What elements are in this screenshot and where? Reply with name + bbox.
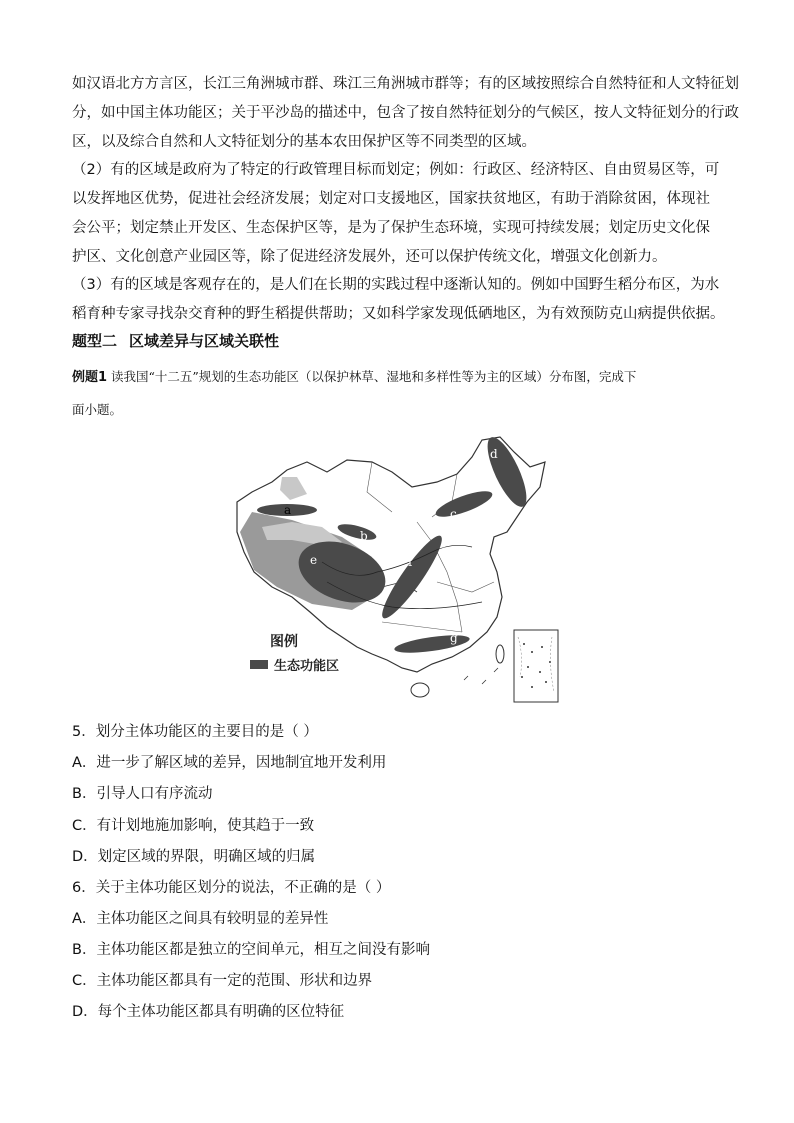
zone-label-c: c (450, 507, 457, 521)
text-line: 稻育种专家寻找杂交育种的野生稻提供帮助；又如科学家发现低硒地区，为有效预防克山病提供依据。 (72, 306, 725, 322)
example-label: 例题1 (72, 370, 108, 385)
paragraph-2 (72, 156, 728, 272)
section-heading (72, 330, 291, 351)
zone-label-a: a (284, 503, 292, 517)
text-line: 以发挥地区优势，促进社会经济发展；划定对口支援地区，国家扶贫地区，有助于消除贫困，体现社 (72, 191, 710, 207)
question-5-option-b: B．引导人口有序流动 (72, 786, 213, 802)
question-6-option-c: C．主体功能区都具有一定的范围、形状和边界 (72, 973, 373, 989)
question-6-option-b: B．主体功能区都是独立的空间单元，相互之间没有影响 (72, 942, 430, 958)
question-5-option-d: D．划定区域的界限，明确区域的归属 (72, 849, 316, 865)
zone-label-d: d (490, 447, 498, 461)
zone-label-g: g (450, 631, 458, 645)
example-intro (72, 366, 732, 385)
text-line: （3）有的区域是客观存在的，是人们在长期的实践过程中逐渐认知的。例如中国野生稻分布区，为水 (72, 277, 720, 293)
question-6-stem: 6．关于主体功能区划分的说法，不正确的是（ ） (72, 880, 391, 896)
section-title: 区域差异与区域关联性 (129, 332, 280, 350)
example-text: 面小题。 (72, 402, 123, 417)
section-type: 题型二 (72, 332, 118, 350)
text-line: 护区、文化创意产业园区等，除了促进经济发展外，还可以保护传统文化，增强文化创新力。 (72, 249, 667, 265)
zone-label-e: e (310, 553, 318, 567)
text-line: 会公平；划定禁止开发区、生态保护区等，是为了保护生态环境，实现可持续发展；划定历史文化保 (72, 220, 710, 236)
text-line: 区，以及综合自然和人文特征划分的基本农田保护区等不同类型的区域。 (72, 134, 536, 150)
example-text: 读我国“十二五”规划的生态功能区（以保护林草、湿地和多样性等为主的区域）分布图，完成下 (111, 369, 637, 384)
question-5-option-a: A．进一步了解区域的差异，因地制宜地开发利用 (72, 755, 387, 771)
paragraph-3 (72, 271, 728, 329)
taiwan-island (496, 645, 504, 663)
china-ecological-zone-map (232, 432, 562, 707)
south-china-sea-inset (514, 630, 558, 702)
legend-label: 生态功能区 (274, 659, 340, 674)
hainan-island (411, 683, 429, 697)
coast-dashes (464, 668, 498, 684)
zone-label-b: b (360, 529, 368, 543)
text-line: 分，如中国主体功能区；关于平沙岛的描述中，包含了按自然特征划分的气候区，按人文特征划分的行政 (72, 105, 739, 121)
question-6-option-a: A．主体功能区之间具有较明显的差异性 (72, 911, 329, 927)
zone-label-f: f (408, 555, 413, 569)
question-6-option-d: D．每个主体功能区都具有明确的区位特征 (72, 1004, 345, 1020)
intro-paragraph (72, 70, 739, 157)
example-intro-cont (72, 400, 732, 418)
legend-swatch (250, 660, 268, 669)
legend-title: 图例 (270, 634, 298, 650)
text-line: （2）有的区域是政府为了特定的行政管理目标而划定；例如：行政区、经济特区、自由贸易区等，可 (72, 162, 720, 178)
question-5-stem: 5．划分主体功能区的主要目的是（ ） (72, 724, 318, 740)
text-line: 如汉语北方方言区，长江三角洲城市群、珠江三角洲城市群等；有的区域按照综合自然特征和人文特征划 (72, 76, 739, 92)
question-5-option-c: C．有计划地施加影响，使其趋于一致 (72, 818, 315, 834)
